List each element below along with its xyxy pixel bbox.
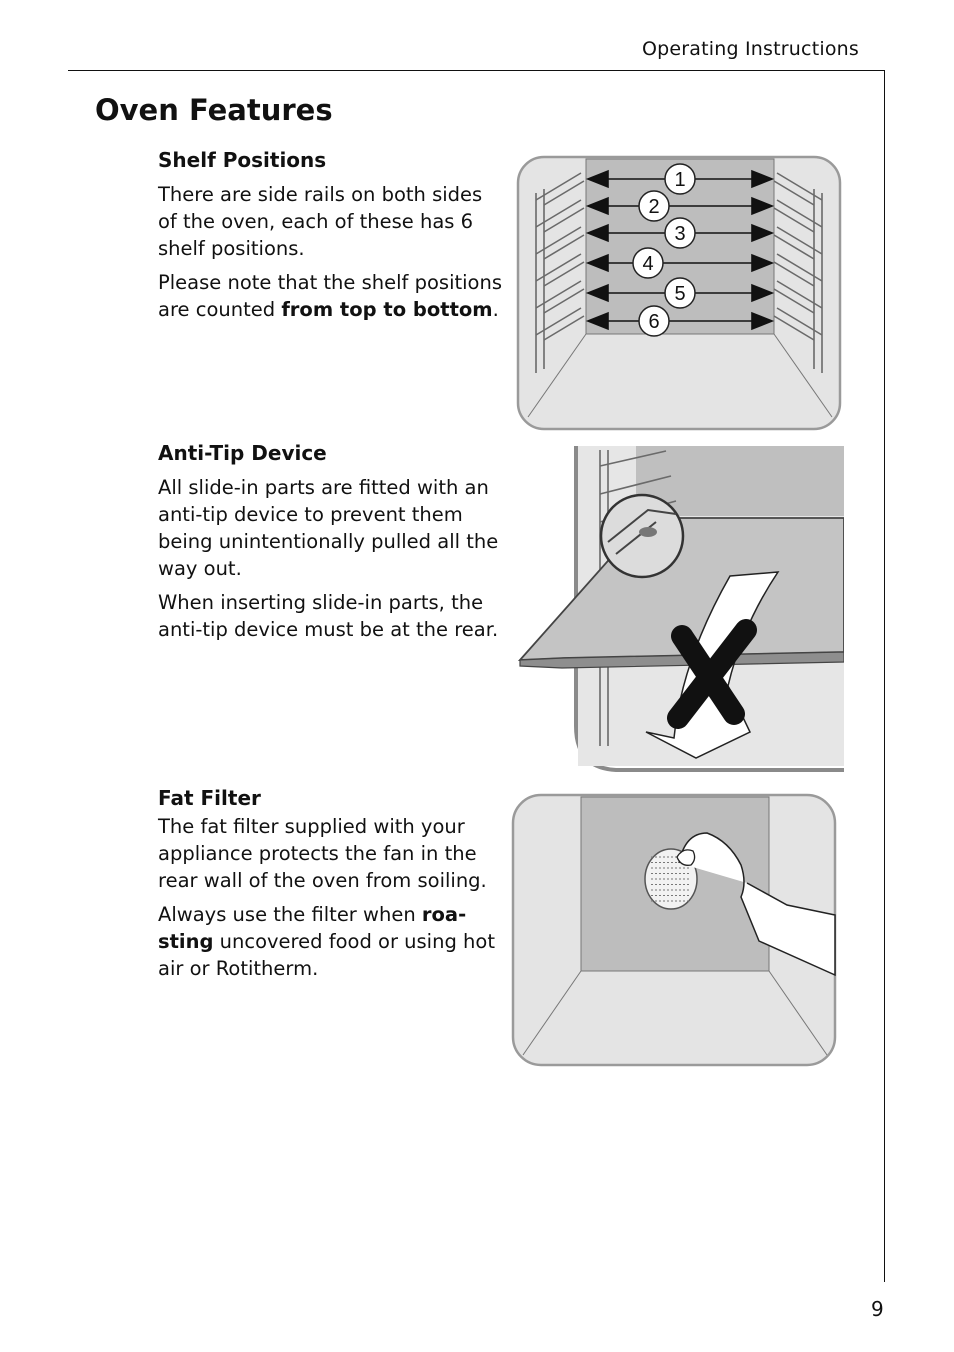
fat-filter-figure — [511, 793, 837, 1067]
anti-tip-figure — [516, 446, 844, 774]
para2-end: uncovered food or using hot air or Rotitherm. — [158, 930, 495, 980]
anti-tip-para1: All slide-in parts are fitted with an anti-tip device to prevent them being unintentionally pulled all the way out. — [158, 476, 499, 580]
fat-filter-para2 — [158, 901, 503, 982]
fat-filter-section — [158, 785, 503, 989]
running-header: Operating Instructions — [641, 38, 859, 60]
para2-bold: from top to bottom — [281, 298, 493, 321]
shelf-positions-figure — [516, 155, 842, 431]
para2-bold: roa-sting — [158, 903, 467, 953]
fat-filter-para1: The fat filter supplied with your appliance protects the fan in the rear wall of the oven from soiling. — [158, 815, 487, 892]
shelf-label: 5 — [674, 283, 686, 305]
shelf-label: 2 — [648, 196, 660, 218]
fat-filter-heading: Fat Filter — [158, 786, 261, 810]
shelf-label: 3 — [674, 223, 686, 245]
page-number: 9 — [871, 1297, 884, 1321]
shelf-label: 4 — [642, 253, 654, 275]
margin-rule — [884, 70, 885, 1282]
shelf-positions-section — [158, 147, 503, 330]
page-title: Oven Features — [95, 93, 333, 127]
shelf-label: 1 — [674, 169, 686, 191]
anti-tip-heading: Anti-Tip Device — [158, 441, 327, 465]
para2-end: . — [492, 298, 499, 321]
para2-text: Always use the filter when — [158, 903, 422, 926]
shelf-positions-heading: Shelf Positions — [158, 148, 327, 172]
shelf-positions-para1: There are side rails on both sides of the oven, each of these has 6 shelf positions. — [158, 183, 483, 260]
shelf-positions-para2 — [158, 269, 503, 323]
anti-tip-section — [158, 440, 503, 650]
anti-tip-para2: When inserting slide-in parts, the anti-tip device must be at the rear. — [158, 591, 499, 641]
shelf-label: 6 — [648, 311, 660, 333]
header-rule — [68, 70, 885, 71]
para2-text: Please note that the shelf positions are counted — [158, 271, 503, 321]
